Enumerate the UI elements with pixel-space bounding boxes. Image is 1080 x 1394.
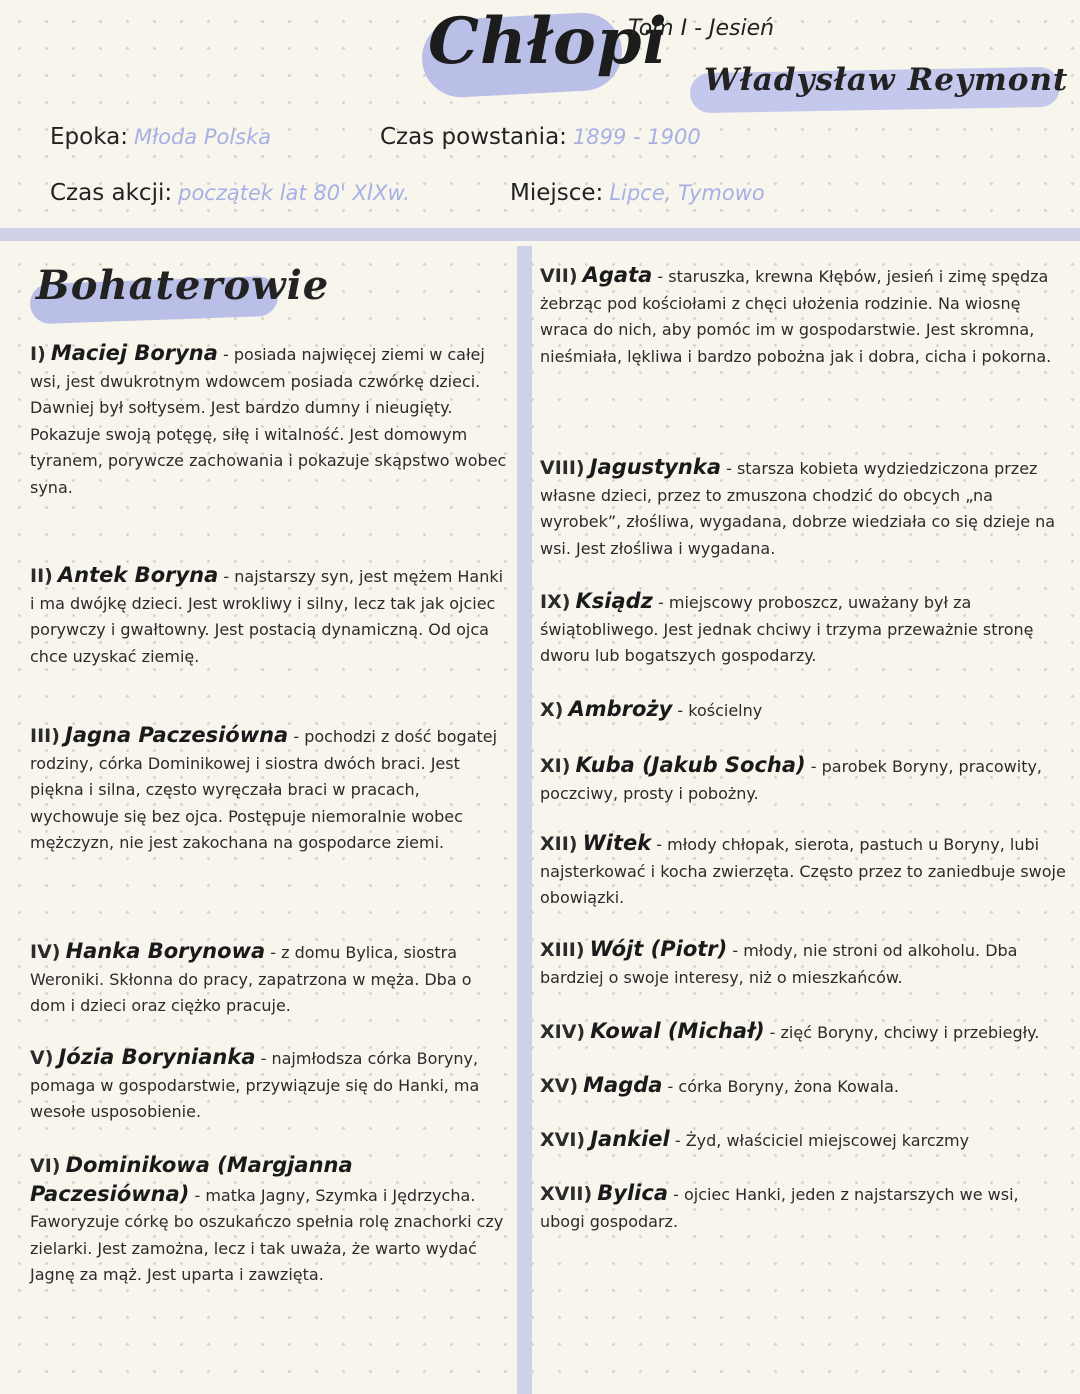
character-description: - starsza kobieta wydziedziczona przez własne dzieci, przez to zmuszona chodzić do obcych „na wyrobek”, złośliwa, wygadana, dobrze wiedziała co się dzieje na wsi. Jest złośliwa i wygadana. <box>540 459 1056 558</box>
epoka-value: Młoda Polska <box>133 125 272 149</box>
character-name: Jagna Paczesiówna <box>65 723 289 747</box>
character-entry <box>540 936 1068 991</box>
character-number: XIII) <box>540 939 585 961</box>
character-entry <box>30 340 508 501</box>
character-name: Wójt (Piotr) <box>589 937 728 961</box>
character-name: Bylica <box>597 1181 668 1205</box>
epoka-label: Epoka: <box>50 124 128 150</box>
character-number: III) <box>30 725 60 747</box>
vertical-divider <box>517 246 532 1394</box>
character-number: VIII) <box>540 457 585 479</box>
character-entry <box>540 696 1068 725</box>
character-entry <box>540 588 1068 670</box>
character-entry <box>30 938 508 1020</box>
czas-akcji-row <box>50 180 410 206</box>
character-name: Ambroży <box>568 697 673 721</box>
character-entry <box>540 454 1068 562</box>
character-number: XIV) <box>540 1021 586 1043</box>
character-name: Józia Borynianka <box>58 1045 256 1069</box>
czas-akcji-label: Czas akcji: <box>50 180 173 206</box>
character-entry <box>30 562 508 670</box>
character-number: XV) <box>540 1075 579 1097</box>
character-number: X) <box>540 699 564 721</box>
character-entry <box>540 752 1068 807</box>
character-entry <box>540 830 1068 912</box>
author-name: Władysław Reymont <box>704 62 1069 98</box>
character-number: XVI) <box>540 1129 586 1151</box>
character-description: - najmłodsza córka Boryny, pomaga w gospodarstwie, przywiązuje się do Hanki, ma wesołe usposobienie. <box>30 1049 480 1121</box>
character-name: Kuba (Jakub Socha) <box>575 753 806 777</box>
character-number: I) <box>30 343 46 365</box>
czas-powstania-label: Czas powstania: <box>380 124 567 150</box>
character-description: - z domu Bylica, siostra Weroniki. Skłonna do pracy, zapatrzona w męża. Dba o dom i dzieci oraz ciężko pracuje. <box>30 943 472 1015</box>
character-number: IX) <box>540 591 571 613</box>
character-name: Hanka Borynowa <box>65 939 266 963</box>
section-title: Bohaterowie <box>36 262 330 309</box>
character-number: XVII) <box>540 1183 593 1205</box>
character-entry <box>540 1180 1068 1235</box>
character-number: IV) <box>30 941 61 963</box>
character-name: Kowal (Michał) <box>590 1019 765 1043</box>
section-title-block <box>30 262 329 309</box>
character-name: Jagustynka <box>589 455 721 479</box>
character-description: - kościelny <box>677 701 763 720</box>
character-name: Jankiel <box>590 1127 670 1151</box>
character-entry <box>30 1044 508 1126</box>
miejsce-value: Lipce, Tymowo <box>609 181 765 205</box>
character-description: - ojciec Hanki, jeden z najstarszych we wsi, ubogi gospodarz. <box>540 1185 1019 1231</box>
character-description: - pochodzi z dość bogatej rodziny, córka Dominikowej i siostra dwóch braci. Jest piękna i silna, często wyręczała braci w pracach, wychowuje się bez ojca. Postępuje niemoralnie wobec mężczyzn, nie jest zakochana na gospodarce ziemi. <box>30 727 498 852</box>
page-title: Chłopi <box>428 4 668 79</box>
character-number: II) <box>30 565 53 587</box>
character-name: Antek Boryna <box>57 563 219 587</box>
character-number: XII) <box>540 833 578 855</box>
character-description: - córka Boryny, żona Kowala. <box>667 1077 899 1096</box>
character-description: - miejscowy proboszcz, uważany był za świątobliwego. Jest jednak chciwy i trzyma przeważnie stronę dworu lub bogatszych gospodarzy. <box>540 593 1034 665</box>
character-description: - najstarszy syn, jest mężem Hanki i ma dwójkę dzieci. Jest wrokliwy i silny, lecz tak jak ojciec porywczy i gwałtowny. Jest postacią dynamiczną. Od ojca chce uzyskać ziemię. <box>30 567 504 666</box>
character-name: Dominikowa (Margjanna Paczesiówna) <box>30 1153 353 1206</box>
czas-powstania-value: 1899 - 1900 <box>572 125 701 149</box>
character-description: - parobek Boryny, pracowity, poczciwy, prosty i pobożny. <box>540 757 1043 803</box>
volume-label: Tom I - Jesień <box>628 16 775 41</box>
miejsce-label: Miejsce: <box>510 180 604 206</box>
character-name: Maciej Boryna <box>50 341 218 365</box>
character-description: - staruszka, krewna Kłębów, jesień i zimę spędza żebrząc pod kościołami z chęci ułożenia rodzinie. Na wiosnę wraca do nich, aby pomóc im w gospodarstwie. Jest skromna, nieśmiała, lękliwa i bardzo pobożna jak i dobra, cicha i pokorna. <box>540 267 1052 366</box>
character-name: Agata <box>582 263 653 287</box>
character-entry <box>540 1072 1068 1101</box>
character-description: - posiada najwięcej ziemi w całej wsi, jest dwukrotnym wdowcem posiada czwórkę dzieci. Dawniej był sołtysem. Jest bardzo dumny i nieugięty. Pokazuje swoją potęgę, siłę i witalność. Jest domowym tyranem, porywcze zachowania i pokazuje skąpstwo wobec syna. <box>30 345 507 497</box>
character-entry <box>30 722 508 857</box>
author-block <box>690 62 1068 98</box>
character-number: VI) <box>30 1155 61 1177</box>
character-entry <box>540 262 1068 370</box>
character-number: XI) <box>540 755 571 777</box>
horizontal-divider <box>0 228 1080 241</box>
czas-powstania-row <box>380 124 701 150</box>
miejsce-row <box>510 180 765 206</box>
character-description: - matka Jagny, Szymka i Jędrzycha. Faworyzuje córkę bo oszukańczo spełnia rolę znachorki czy zielarki. Jest zamożna, lecz i tak uważa, że warto wydać Jagnę za mąż. Jest uparta i zawzięta. <box>30 1185 504 1284</box>
character-entry <box>540 1018 1068 1047</box>
character-name: Magda <box>583 1073 663 1097</box>
character-entry <box>540 1126 1068 1155</box>
czas-akcji-value: początek lat 80' XIXw. <box>178 181 410 205</box>
character-description: - młody chłopak, sierota, pastuch u Boryny, lubi najsterkować i kocha zwierzęta. Często przez to zaniedbuje swoje obowiązki. <box>540 835 1066 907</box>
epoka-row <box>50 124 271 150</box>
character-entry <box>30 1152 508 1289</box>
character-number: VII) <box>540 265 578 287</box>
character-description: - zięć Boryny, chciwy i przebiegły. <box>769 1023 1040 1042</box>
character-name: Ksiądz <box>575 589 653 613</box>
character-description: - Żyd, właściciel miejscowej karczmy <box>674 1131 970 1150</box>
character-description: - młody, nie stroni od alkoholu. Dba bardziej o swoje interesy, niż o mieszkańców. <box>540 941 1018 987</box>
character-name: Witek <box>582 831 652 855</box>
character-number: V) <box>30 1047 54 1069</box>
